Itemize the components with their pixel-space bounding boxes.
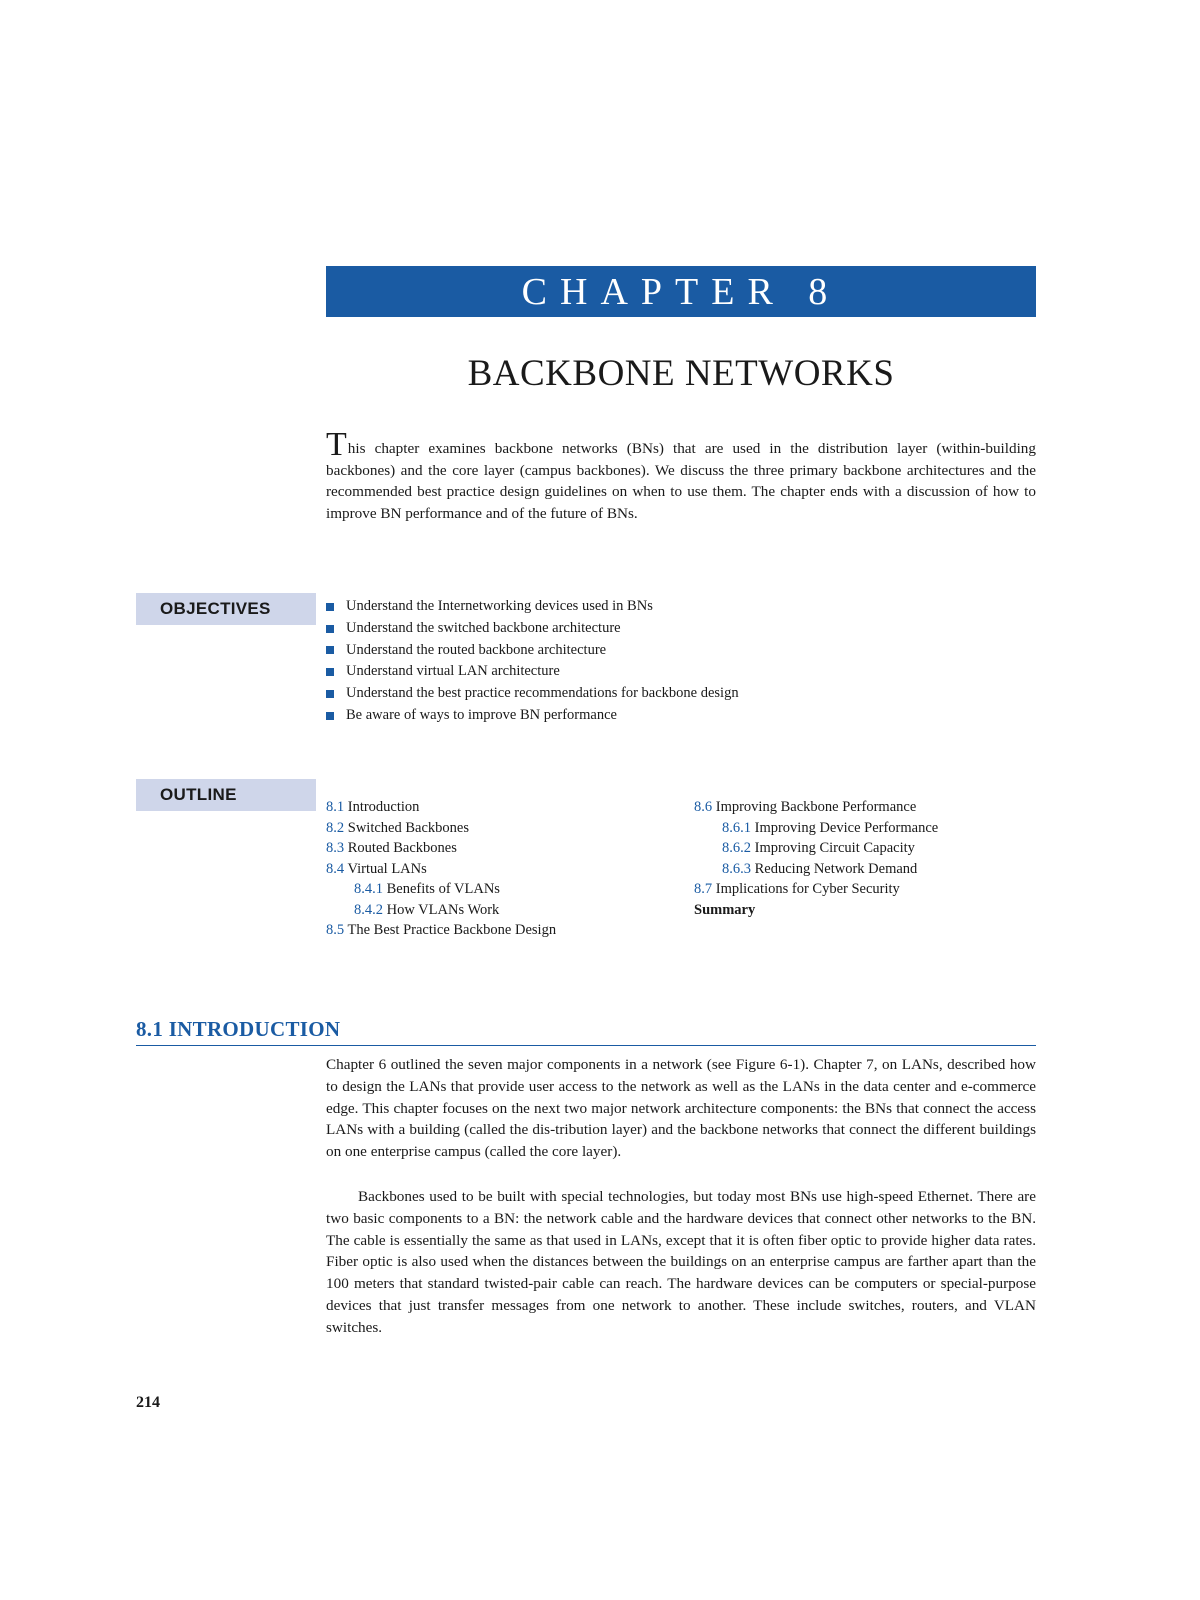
outline-item[interactable]: [326, 838, 556, 859]
square-bullet-icon: [326, 712, 334, 720]
outline-number: 8.6.3: [722, 860, 751, 877]
outline-subitem[interactable]: [326, 879, 556, 900]
chapter-title: BACKBONE NETWORKS: [467, 353, 895, 394]
outline-item[interactable]: [326, 818, 556, 839]
outline-title: Switched Backbones: [347, 819, 469, 836]
outline-title: The Best Practice Backbone Design: [347, 922, 557, 938]
objective-text: Understand the switched backbone architecture: [346, 619, 621, 636]
outline-right-column: [694, 797, 938, 920]
outline-number: 8.7: [694, 881, 713, 897]
outline-item[interactable]: [326, 920, 556, 941]
outline-title: Improving Backbone Performance: [715, 799, 917, 815]
square-bullet-icon: [326, 668, 334, 676]
section-heading: 8.1 INTRODUCTION: [136, 1017, 1036, 1046]
outline-item[interactable]: [326, 797, 556, 818]
objective-item: [326, 618, 739, 640]
outline-item[interactable]: [326, 859, 556, 880]
objective-item: [326, 661, 739, 683]
outline-subitem[interactable]: [694, 838, 938, 859]
outline-item[interactable]: [694, 797, 938, 818]
outline-title: Benefits of VLANs: [386, 881, 500, 897]
objective-item: [326, 640, 739, 662]
objectives-list: [326, 596, 739, 727]
outline-number: 8.6: [694, 799, 713, 815]
square-bullet-icon: [326, 603, 334, 611]
page-number: 214: [136, 1394, 160, 1411]
objective-text: Understand the routed backbone architecture: [346, 641, 607, 658]
chapter-banner: [326, 266, 1036, 317]
outline-summary: Summary: [694, 901, 756, 918]
objective-text: Be aware of ways to improve BN performance: [346, 706, 617, 723]
outline-number: 8.4.1: [354, 881, 383, 897]
outline-number: 8.5: [326, 922, 345, 938]
body-paragraph: Backbones used to be built with special technologies, but today most BNs use high-speed Ethernet. There are two basic components to a BN: the network cable and the hardware devices that connect other networks to the BN. The cable is essentially the same as that used in LANs, except that it is often fiber optic to provide higher data rates. Fiber optic is also used when the distances between the buildings on an enterprise campus are farther apart than the 100 meters that standard twisted-pair cable can reach. The hardware devices can be computers or special-purpose devices that just transfer messages from one network to another. These include switches, routers, and VLAN switches.: [326, 1188, 1036, 1336]
outline-title: Virtual LANs: [347, 860, 427, 877]
outline-subitem[interactable]: [694, 859, 938, 880]
outline-number: 8.2: [326, 819, 345, 836]
chapter-label: CHAPTER 8: [521, 270, 841, 313]
chapter-intro-paragraph: [326, 426, 1036, 524]
outline-title: How VLANs Work: [386, 901, 500, 918]
outline-number: 8.1: [326, 799, 345, 815]
outline-item[interactable]: [694, 900, 938, 921]
outline-subitem[interactable]: [326, 900, 556, 921]
outline-item[interactable]: [694, 879, 938, 900]
outline-subitem[interactable]: [694, 818, 938, 839]
objective-item: [326, 705, 739, 727]
objective-item: [326, 596, 739, 618]
objective-text: Understand the best practice recommendations for backbone design: [346, 685, 739, 702]
outline-title: Improving Circuit Capacity: [754, 840, 915, 856]
outline-title: Implications for Cyber Security: [715, 881, 900, 897]
objective-text: Understand the Internetworking devices used in BNs: [346, 598, 653, 614]
outline-left-column: [326, 797, 556, 941]
objectives-label: OBJECTIVES: [136, 593, 316, 625]
outline-number: 8.4.2: [354, 901, 383, 918]
outline-title: Reducing Network Demand: [754, 860, 918, 877]
body-paragraph: Chapter 6 outlined the seven major components in a network (see Figure 6-1). Chapter 7, on LANs, described how to design the LANs that provide user access to the network as well as the LANs in the data center and e-commerce edge. This chapter focuses on the next two major network architecture components: the BNs that connect the access LANs with a building (called the dis-tribution layer) and the backbone networks that connect the different buildings on one enterprise campus (called the core layer).: [326, 1056, 1036, 1161]
square-bullet-icon: [326, 690, 334, 698]
outline-label: OUTLINE: [136, 779, 316, 811]
outline-number: 8.4: [326, 860, 345, 877]
objective-item: [326, 683, 739, 705]
square-bullet-icon: [326, 646, 334, 654]
outline-number: 8.6.1: [722, 819, 751, 836]
intro-text: his chapter examines backbone networks (BNs) that are used in the distribution layer (within-building backbones) and the core layer (campus backbones). We discuss the three primary backbone architectures and the recommended best practice design guidelines on when to use them. The chapter ends with a discussion of how to improve BN performance and of the future of BNs.: [326, 440, 1036, 522]
outline-title: Routed Backbones: [347, 840, 457, 856]
outline-title: Improving Device Performance: [754, 819, 939, 836]
outline-number: 8.3: [326, 840, 345, 856]
outline-number: 8.6.2: [722, 840, 751, 856]
drop-initial: T: [326, 426, 347, 463]
square-bullet-icon: [326, 625, 334, 633]
outline-title: Introduction: [347, 799, 420, 815]
objective-text: Understand virtual LAN architecture: [346, 663, 560, 680]
